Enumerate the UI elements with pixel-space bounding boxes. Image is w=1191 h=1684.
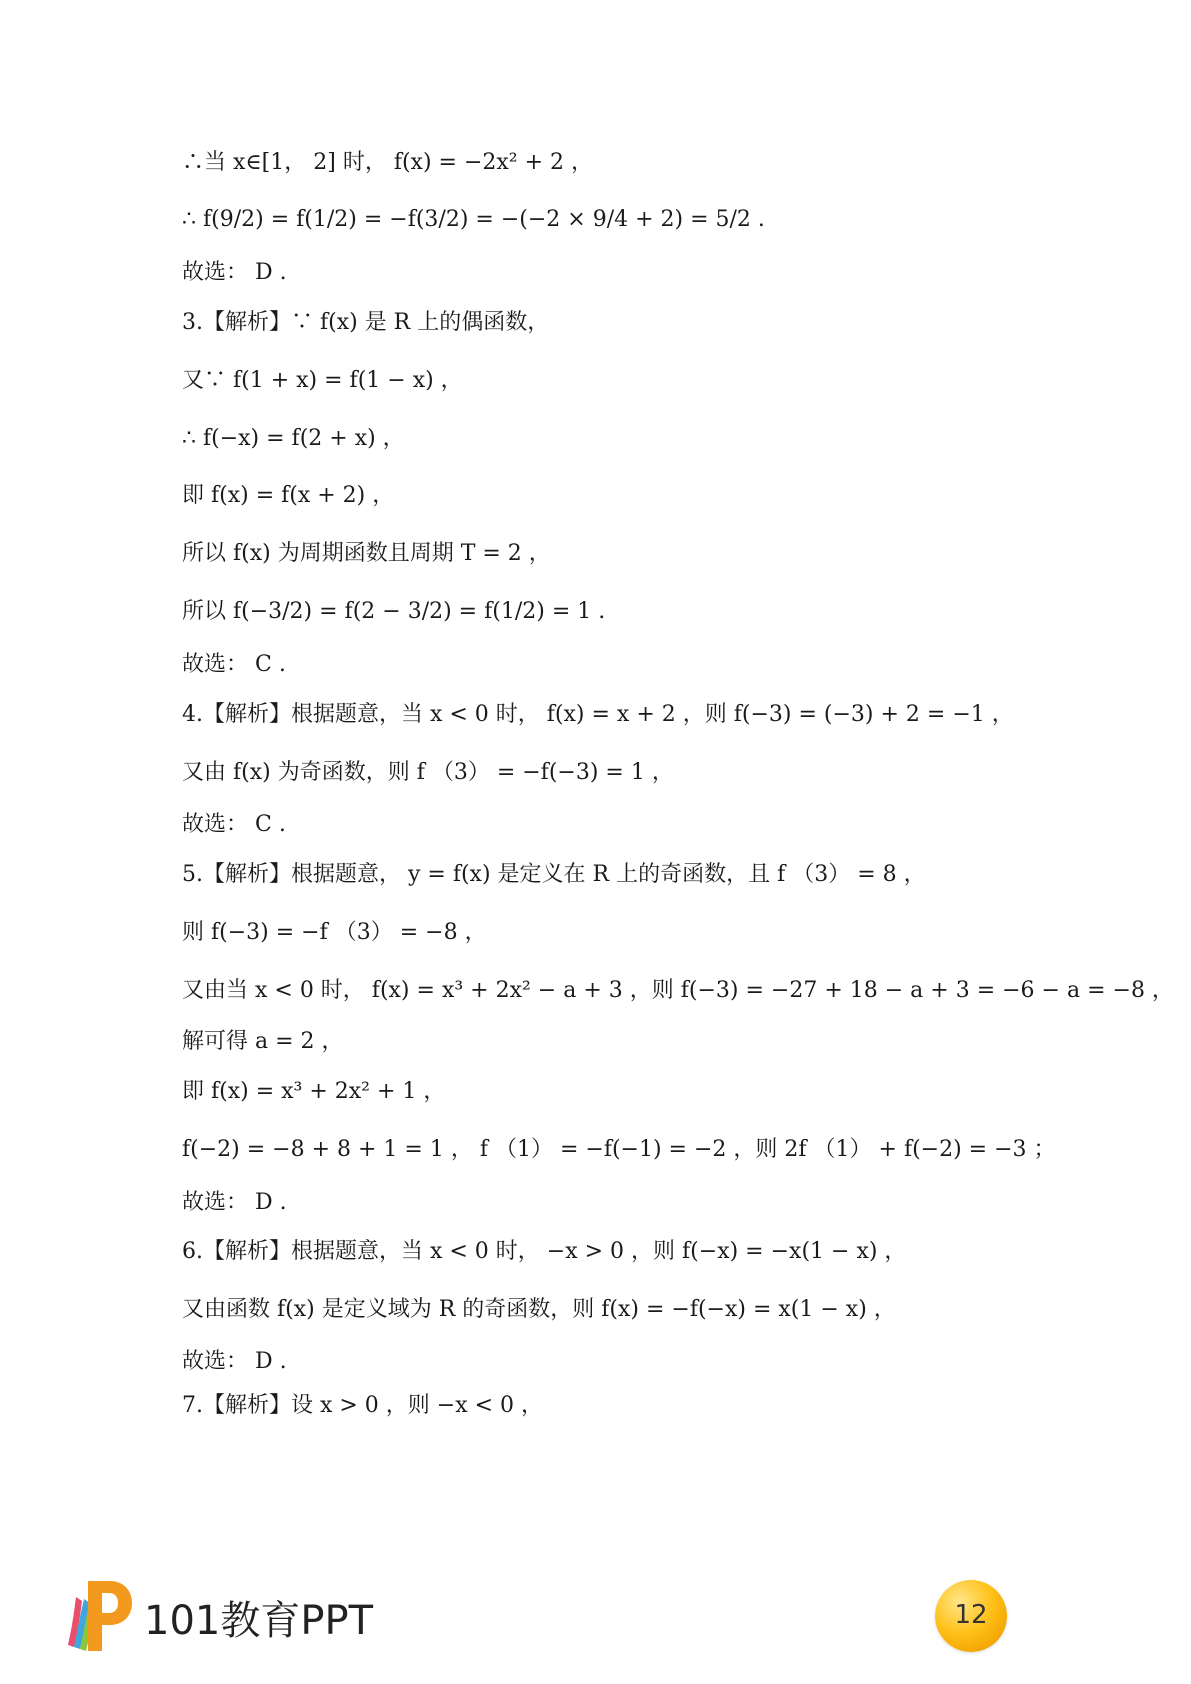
text-line: 6.【解析】根据题意，当 x < 0 时， −x > 0 ，则 f(−x) = −x(1 − x) ， (182, 1239, 907, 1264)
text-line: 7.【解析】设 x > 0 ，则 −x < 0 ， (182, 1393, 544, 1418)
text-line: 所以 f(x) 为周期函数且周期 T = 2 ， (182, 541, 551, 566)
text-line: 又由 f(x) 为奇函数，则 f （3） = −f(−3) = 1 ， (182, 760, 674, 785)
text-line: 则 f(−3) = −f （3） = −8 ， (182, 920, 487, 945)
text-line: 故选： D . (182, 1349, 287, 1374)
text-line: 又∵ f(1 + x) = f(1 − x) ， (182, 368, 463, 393)
logo-p-icon (62, 1575, 134, 1653)
brand-name: 101教育PPT (144, 1598, 374, 1644)
page-number-badge (935, 1580, 1007, 1652)
text-line: f(−2) = −8 + 8 + 1 = 1 ， f （1） = −f(−1) = −2 ，则 2f （1） + f(−2) = −3 ； (182, 1137, 1056, 1162)
text-line: 故选： C . (182, 652, 286, 677)
text-line: 4.【解析】根据题意，当 x < 0 时， f(x) = x + 2 ，则 f(−3) = (−3) + 2 = −1 ， (182, 702, 1014, 727)
text-line: ∴ f(9/2) = f(1/2) = −f(3/2) = −(−2 × 9/4 + 2) = 5/2 . (182, 207, 765, 232)
text-line: ∴当 x∈[1， 2] 时， f(x) = −2x² + 2 ， (182, 150, 594, 175)
text-line: 故选： C . (182, 812, 286, 837)
text-line: 5.【解析】根据题意， y = f(x) 是定义在 R 上的奇函数，且 f （3） = 8 ， (182, 862, 926, 887)
text-line: 又由函数 f(x) 是定义域为 R 的奇函数，则 f(x) = −f(−x) = x(1 − x) ， (182, 1297, 896, 1322)
text-line: 即 f(x) = x³ + 2x² + 1 ， (182, 1079, 446, 1104)
page-number: 12 (954, 1600, 988, 1630)
text-line: 故选： D . (182, 260, 287, 285)
text-line: 3.【解析】∵ f(x) 是 R 上的偶函数， (182, 310, 550, 335)
text-line: 解可得 a = 2 ， (182, 1029, 344, 1054)
text-line: 故选： D . (182, 1190, 287, 1215)
text-line: 即 f(x) = f(x + 2) ， (182, 483, 395, 508)
text-line: 又由当 x < 0 时， f(x) = x³ + 2x² − a + 3 ，则 f(−3) = −27 + 18 − a + 3 = −6 − a = −8 ， (182, 978, 1174, 1003)
brand-logo (62, 1575, 382, 1655)
text-line: 所以 f(−3/2) = f(2 − 3/2) = f(1/2) = 1 . (182, 599, 606, 624)
text-line: ∴ f(−x) = f(2 + x) ， (182, 426, 405, 451)
